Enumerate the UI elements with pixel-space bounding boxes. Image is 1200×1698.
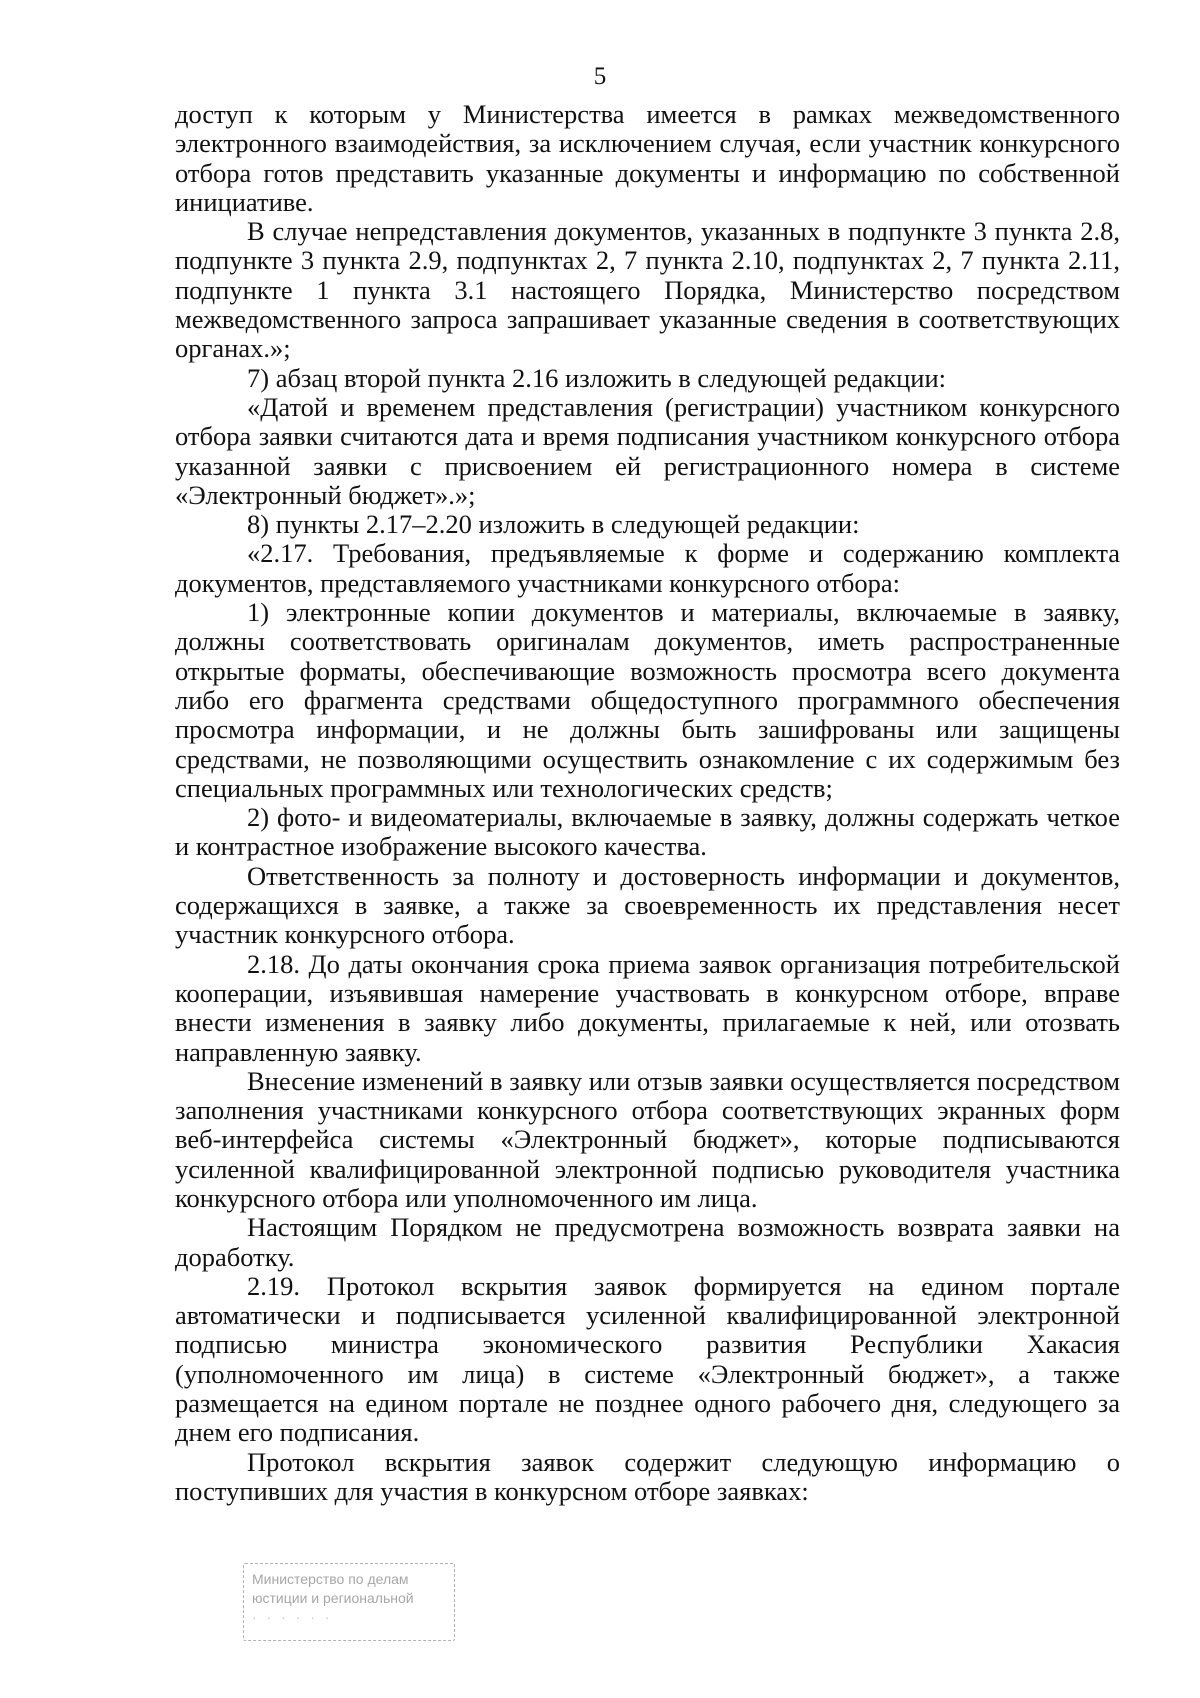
paragraph: Внесение изменений в заявку или отзыв заявки осуществляется посредством заполнения участниками конкурсного отбора соответствующих экранных форм веб-интерфейса системы «Электронный бюджет», которые подписываются усиленной квалифицированной электронной подписью руководителя участника конкурсного отбора или уполномоченного им лица. — [175, 1065, 1120, 1213]
paragraph: Ответственность за полноту и достоверность информации и документов, содержащихся в заявке, а также за своевременность их представления несет участник конкурсного отбора. — [175, 860, 1120, 950]
paragraph: 1) электронные копии документов и материалы, включаемые в заявку, должны соответствовать оригиналам документов, иметь распространенные открытые форматы, обеспечивающие возможность просмотра всего документа либо его фрагмента средствами общедоступного программного обеспечения просмотра информации, и не должны быть зашифрованы или защищены средствами, не позволяющими осуществить ознакомление с их содержимым без специальных программных или технологических средств; — [175, 597, 1120, 803]
stamp-line: Министерство по делам — [252, 1571, 409, 1587]
stamp-line: юстиции и региональной — [252, 1590, 414, 1606]
paragraph: 8) пункты 2.17–2.20 изложить в следующей редакции: — [247, 509, 860, 540]
paragraph: Протокол вскрытия заявок содержит следующую информацию о поступивших для участия в конкурсном отборе заявках: — [175, 1446, 1120, 1506]
paragraph: 2) фото- и видеоматериалы, включаемые в заявку, должны содержать четкое и контрастное изображение высокого качества. — [175, 802, 1120, 862]
paragraph: Настоящим Порядком не предусмотрена возможность возврата заявки на доработку. — [175, 1212, 1120, 1272]
paragraph: «2.17. Требования, предъявляемые к форме и содержанию комплекта документов, представляемого участниками конкурсного отбора: — [175, 538, 1120, 598]
paragraph: «Датой и временем представления (регистрации) участником конкурсного отбора заявки считаются дата и время подписания участником конкурсного отбора указанной заявки с присвоением ей регистрационного номера в системе «Электронный бюджет».»; — [175, 391, 1120, 510]
stamp-line: · · · · · · — [252, 1609, 333, 1625]
page-number: 5 — [593, 63, 607, 90]
paragraph: 2.18. До даты окончания срока приема заявок организация потребительской кооперации, изъявившая намерение участвовать в конкурсном отборе, вправе внести изменения в заявку либо документы, прилагаемые к ней, или отозвать направленную заявку. — [175, 948, 1120, 1067]
document-body — [175, 100, 1120, 1506]
registration-stamp — [243, 1563, 455, 1641]
paragraph: 7) абзац второй пункта 2.16 изложить в следующей редакции: — [247, 362, 947, 393]
paragraph: В случае непредставления документов, указанных в подпункте 3 пункта 2.8, подпункте 3 пункта 2.9, подпунктах 2, 7 пункта 2.10, подпунктах 2, 7 пункта 2.11, подпункте 1 пункта 3.1 настоящего Порядка, Министерство посредством межведомственного запроса запрашивает указанные сведения в соответствующих органах.»; — [175, 216, 1120, 364]
paragraph: 2.19. Протокол вскрытия заявок формируется на едином портале автоматически и подписывается усиленной квалифицированной электронной подписью министра экономического развития Республики Хакасия (уполномоченного им лица) в системе «Электронный бюджет», а также размещается на едином портале не позднее одного рабочего дня, следующего за днем его подписания. — [175, 1270, 1120, 1448]
paragraph: доступ к которым у Министерства имеется в рамках межведомственного электронного взаимодействия, за исключением случая, если участник конкурсного отбора готов представить указанные документы и информацию по собственной инициативе. — [175, 99, 1120, 217]
